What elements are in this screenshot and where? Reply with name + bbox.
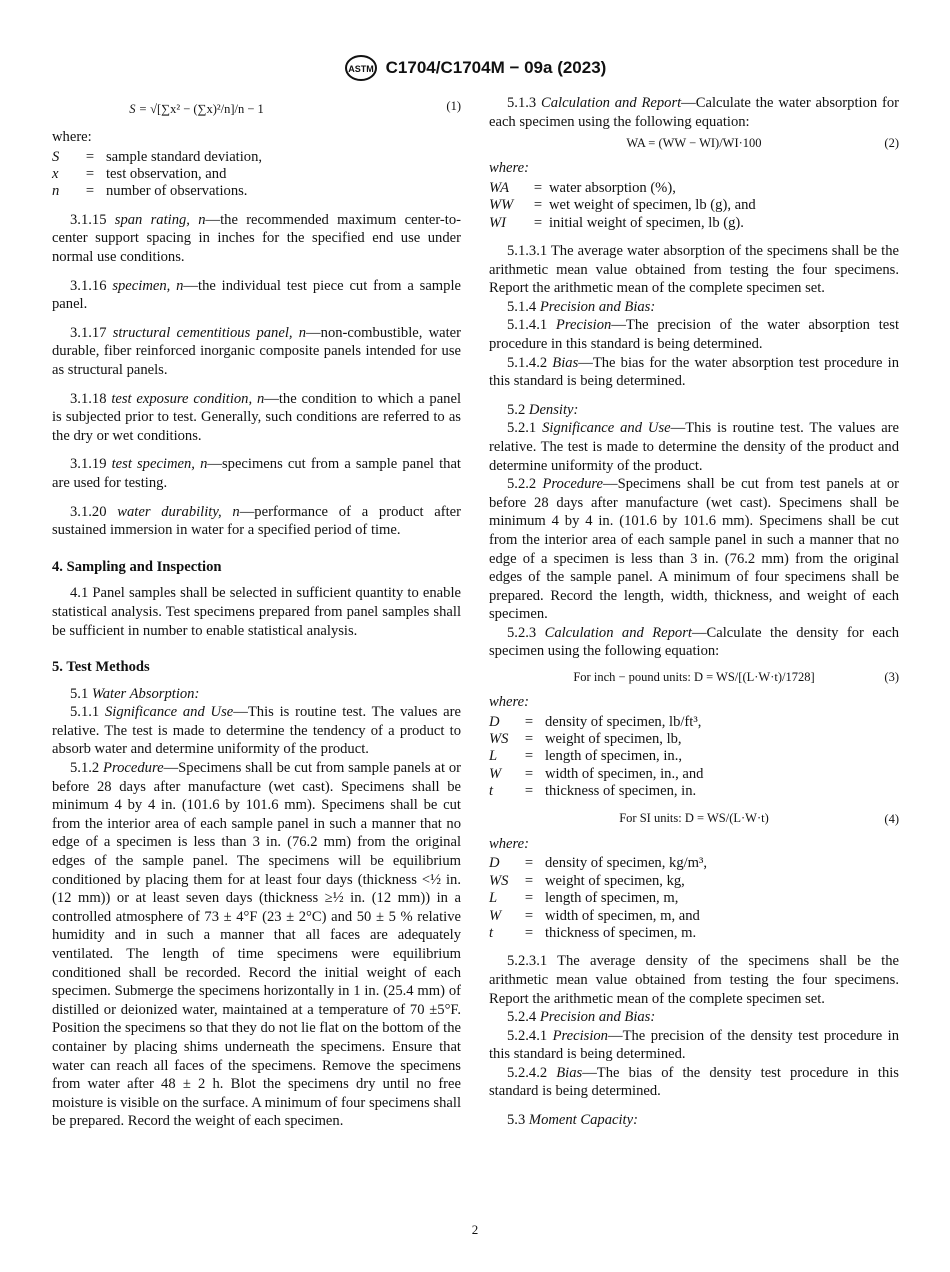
definition-row: t = thickness of specimen, in. bbox=[489, 783, 697, 800]
section-4-heading: 4. Sampling and Inspection bbox=[52, 558, 222, 575]
paragraph-3-1-15: 3.1.15 span rating, n—the recommended maximum center-to-center support spacing in inches for the specified end use under normal use conditions. bbox=[52, 211, 461, 265]
paragraph-4-1: 4.1 Panel samples shall be selected in sufficient quantity to enable statistical analysis. Test specimens prepared from panel samples shall be sufficient in number to enable statistical analysis. bbox=[52, 585, 461, 639]
equation-2 bbox=[489, 131, 899, 155]
paragraph-5-1-3-1: 5.1.3.1 The average water absorption of the specimens shall be the arithmetic mean value obtained from testing the four specimens. Report the arithmetic mean of the complete specimen set. bbox=[489, 243, 899, 297]
paragraph-5-2-3-1: 5.2.3.1 The average density of the specimens shall be the arithmetic mean value obtained from testing the four specimens. Report the arithmetic mean of the complete specimen set. bbox=[489, 953, 899, 1007]
definition-row: WA = water absorption (%), bbox=[489, 179, 676, 196]
definition-row: WS = weight of specimen, kg, bbox=[489, 872, 685, 889]
paragraph-5-1-1: 5.1.1 Significance and Use—This is routine test. The values are relative. The test is made to determine the tendency of a product to absorb water and determine uniformity of the product. bbox=[52, 704, 461, 758]
left-column bbox=[52, 94, 461, 1131]
paragraph-5-2-1: 5.2.1 Significance and Use—This is routine test. The values are relative. The test is made to determine the density of the product and determine uniformity of the product. bbox=[489, 420, 900, 474]
where-label: where: bbox=[489, 160, 529, 177]
paragraph-5-1-3: 5.1.3 Calculation and Report—Calculate the water absorption for each specimen using the following equation: bbox=[489, 95, 899, 130]
definition-row: W = width of specimen, m, and bbox=[489, 907, 700, 924]
paragraph-5-1-4: 5.1.4 Precision and Bias: bbox=[507, 298, 656, 315]
equation-2-number: (2) bbox=[884, 136, 899, 151]
paragraph-5-2-4-1: 5.2.4.1 Precision—The precision of the density test procedure in this standard is being determined. bbox=[489, 1027, 899, 1063]
paragraph-5-1: 5.1 Water Absorption: bbox=[70, 685, 200, 702]
equation-3-body: For inch − pound units: D = WS/[(L·W·t)/1728] bbox=[573, 669, 815, 684]
paragraph-3-1-18: 3.1.18 test exposure condition, n—the condition to which a panel is subjected prior to test. Generally, such conditions are referred to as the dry or wet conditions. bbox=[52, 390, 461, 444]
equation-4-number: (4) bbox=[884, 811, 899, 826]
definitions-1 bbox=[52, 149, 262, 201]
section-5-heading: 5. Test Methods bbox=[52, 659, 150, 676]
equation-4-body: For SI units: D = WS/(L·W·t) bbox=[619, 811, 769, 826]
definition-row: D = density of specimen, kg/m³, bbox=[489, 855, 708, 872]
equation-2-body: WA = (WW − WI)/WI·100 bbox=[626, 135, 762, 150]
paragraph-5-2-3: 5.2.3 Calculation and Report—Calculate the density for each specimen using the following equation: bbox=[489, 624, 899, 660]
definition-row: S = sample standard deviation, bbox=[52, 148, 263, 165]
equation-1 bbox=[52, 94, 461, 124]
equation-1-body: S = √[∑x² − (∑x)²/n]/n − 1 bbox=[129, 101, 264, 116]
definition-row: WI = initial weight of specimen, lb (g). bbox=[489, 214, 744, 231]
equation-3-number: (3) bbox=[884, 670, 899, 685]
where-label: where: bbox=[489, 835, 529, 852]
paragraph-3-1-17: 3.1.17 structural cementitious panel, n—non-combustible, water durable, fiber reinforced inorganic composite panels intended for use as structural panels. bbox=[52, 324, 461, 378]
right-column bbox=[489, 94, 899, 1130]
paragraph-5-2-4: 5.2.4 Precision and Bias: bbox=[507, 1009, 656, 1026]
definitions-2 bbox=[489, 180, 756, 232]
definition-row: W = width of specimen, in., and bbox=[489, 765, 704, 782]
definition-row: WS = weight of specimen, lb, bbox=[489, 731, 682, 748]
paragraph-5-1-4-2: 5.1.4.2 Bias—The bias for the water absorption test procedure in this standard is being determined. bbox=[489, 354, 899, 390]
definition-row: x = test observation, and bbox=[52, 166, 227, 182]
definition-row: L = length of specimen, in., bbox=[489, 748, 682, 765]
definitions-4 bbox=[489, 855, 707, 942]
equation-3 bbox=[489, 665, 899, 689]
page-header bbox=[0, 54, 950, 82]
definitions-3 bbox=[489, 714, 703, 801]
equation-1-number: (1) bbox=[446, 99, 461, 113]
equation-4 bbox=[489, 807, 899, 831]
definition-row: n = number of observations. bbox=[52, 183, 248, 200]
paragraph-5-1-2: 5.1.2 Procedure—Specimens shall be cut from sample panels at or before 28 days after manufacture (wet cast). Specimens shall be minimum 4 by 4 in. (101.6 by 101.6 mm). Specimens shall be cut from the interior area of each sample panel in such a manner that no edge of a specimen is less than 3 in. (76.2 mm) from the original edges of the sample panel. The specimens will be equilibrium conditioned by placing them for at least four days (thickness <½ in. (12 mm)) or at least seven days (thickness ≥½ in. (12 mm)) in a controlled atmosphere of 73 ± 4°F (23 ± 2°C) and 50 ± 5 % relative humidity and in such a manner that all faces are adequately ventilated. The length of time specimens were equilibrium conditioned shall be recorded. Record the initial weight of each specimen. Submerge the specimens horizontally in 1 in. (25.4 mm) of distilled or deionized water, maintained at a temperature of 70 ±5°F. Position the specimens so that they do not lie flat on the bottom of the container by placing shims underneath the specimens. Ensure that water can reach all faces of the specimens. Remove the specimens from water after 48 ± 2 h. Blot the specimens dry until no free moisture is visible on the surface. A minimum of four specimens shall be prepared. Record the weight of each specimen. bbox=[52, 760, 461, 1130]
paragraph-5-1-4-1: 5.1.4.1 Precision—The precision of the water absorption test procedure in this standard is being determined. bbox=[489, 317, 899, 352]
definition-row: D = density of specimen, lb/ft³, bbox=[489, 713, 702, 730]
where-label: where: bbox=[489, 694, 529, 711]
paragraph-3-1-16: 3.1.16 specimen, n—the individual test piece cut from a sample panel. bbox=[52, 277, 461, 313]
paragraph-3-1-20: 3.1.20 water durability, n—performance of a product after sustained immersion in water for a specified period of time. bbox=[52, 503, 461, 539]
paragraph-5-3: 5.3 Moment Capacity: bbox=[507, 1112, 638, 1129]
paragraph-5-2-2: 5.2.2 Procedure—Specimens shall be cut from test panels at or before 28 days after manufacture (wet cast). Specimens shall be minimum 4 by 4 in. (101.6 by 101.6 mm). Specimens shall be cut from the interior area of each sample panel in such a manner that no edge of a specimen is less than 3 in. (76.2 mm) from the original edges of the sample panel. A minimum of four specimens shall be prepared. Record the length, width, thickness, and weight of each specimen. bbox=[489, 476, 900, 623]
svg-text:ASTM: ASTM bbox=[347, 64, 374, 74]
paragraph-3-1-19: 3.1.19 test specimen, n—specimens cut from a sample panel that are used for testing. bbox=[52, 456, 461, 491]
definition-row: WW = wet weight of specimen, lb (g), and bbox=[489, 197, 756, 214]
where-label: where: bbox=[52, 129, 92, 145]
paragraph-5-2: 5.2 Density: bbox=[507, 401, 579, 418]
paragraph-5-2-4-2: 5.2.4.2 Bias—The bias of the density test procedure in this standard is being determined. bbox=[489, 1064, 899, 1100]
page-number: 2 bbox=[471, 1222, 479, 1237]
definition-row: L = length of specimen, m, bbox=[489, 890, 679, 907]
definition-row: t = thickness of specimen, m. bbox=[489, 924, 697, 941]
standard-designation: C1704/C1704M − 09a (2023) bbox=[385, 57, 607, 77]
astm-logo-icon bbox=[344, 54, 378, 82]
